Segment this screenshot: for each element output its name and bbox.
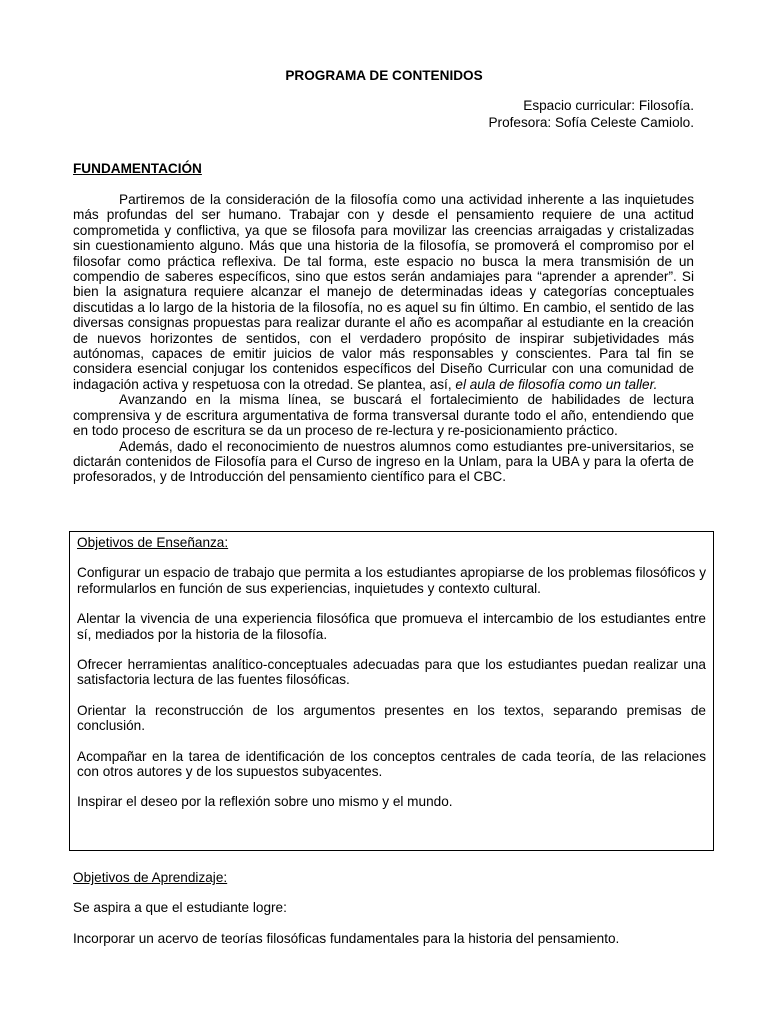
ensenanza-item: Acompañar en la tarea de identificación de los conceptos centrales de cada teoría, de las relaciones con otros autores y de los supuestos subyacentes. (77, 748, 706, 780)
aprendizaje-intro: Se aspira a que el estudiante logre: (73, 900, 287, 916)
ensenanza-item: Alentar la vivencia de una experiencia filosófica que promueva el intercambio de los estudiantes entre sí, mediados por la historia de la filosofía. (77, 611, 706, 642)
objetivos-ensenanza-box (69, 531, 714, 851)
fundamentacion-heading: FUNDAMENTACIÓN (73, 161, 202, 176)
objetivos-ensenanza-heading: Objetivos de Enseñanza: (77, 535, 229, 550)
paragraph-1-text: Partiremos de la consideración de la filosofía como una actividad inherente a las inquietudes más profundas del ser humano. Trabajar con y desde el pensamiento requiere de una actitud comprometida y conflictiva, ya que se filosofa para movilizar las creencias arraigadas y cristalizadas sin cuestionamiento alguno. Más que una historia de la filosofía, se promoverá el compromiso por el filosofar como práctica reflexiva. De tal forma, este espacio no busca la mera transmisión de un compendio de saberes específicos, sino que estos serán andamiajes para “aprender a aprender”. Si bien la asignatura requiere alcanzar el manejo de determinadas ideas y categorías conceptuales discutidas a lo largo de la historia de la filosofía, no es aquel su fin último. En cambio, el sentido de las diversas consignas propuestas para realizar durante el año es acompañar al estudiante en la creación de nuevos horizontes de sentidos, con el verdadero propósito de inspirar subjetividades más autónomas, capaces de emitir juicios de valor más responsables y conscientes. Para tal fin se considera esencial conjugar los contenidos específicos del Diseño Curricular con una comunidad de indagación activa y respetuosa con la otredad. Se plantea, así, (73, 192, 694, 392)
objetivos-aprendizaje-heading: Objetivos de Aprendizaje: (73, 870, 228, 885)
paragraph-1-italic: el aula de filosofía como un taller. (455, 376, 658, 392)
ensenanza-item: Configurar un espacio de trabajo que permita a los estudiantes apropiarse de los problemas filosóficos y reformularlos en función de sus experiencias, inquietudes y contexto cultural. (77, 565, 706, 596)
fundamentacion-paragraph-1 (73, 192, 694, 392)
fundamentacion-paragraph-2: Avanzando en la misma línea, se buscará el fortalecimiento de habilidades de lectura comprensiva y de escritura argumentativa de forma transversal durante todo el año, entendiendo que en todo proceso de escritura se da un proceso de re-lectura y re-posicionamiento práctico. (73, 392, 694, 439)
document-title: PROGRAMA DE CONTENIDOS (285, 68, 483, 83)
subject-line: Espacio curricular: Filosofía. (523, 98, 694, 113)
objetivos-aprendizaje-section (73, 870, 694, 946)
ensenanza-item: Ofrecer herramientas analítico-conceptuales adecuadas para que los estudiantes puedan realizar una satisfactoria lectura de las fuentes filosóficas. (77, 657, 706, 688)
ensenanza-item: Inspirar el deseo por la reflexión sobre uno mismo y el mundo. (77, 794, 453, 810)
document-header (488, 98, 694, 132)
fundamentacion-body (73, 192, 694, 485)
teacher-line: Profesora: Sofía Celeste Camiolo. (488, 115, 694, 130)
fundamentacion-paragraph-3: Además, dado el reconocimiento de nuestros alumnos como estudiantes pre-universitarios, se dictarán contenidos de Filosofía para el Curso de ingreso en la Unlam, para la UBA y para la oferta de profesorados, y de Introducción del pensamiento científico para el CBC. (73, 438, 694, 485)
aprendizaje-item: Incorporar un acervo de teorías filosóficas fundamentales para la historia del pensamiento. (73, 930, 620, 946)
ensenanza-item: Orientar la reconstrucción de los argumentos presentes en los textos, separando premisas de conclusión. (77, 702, 706, 734)
